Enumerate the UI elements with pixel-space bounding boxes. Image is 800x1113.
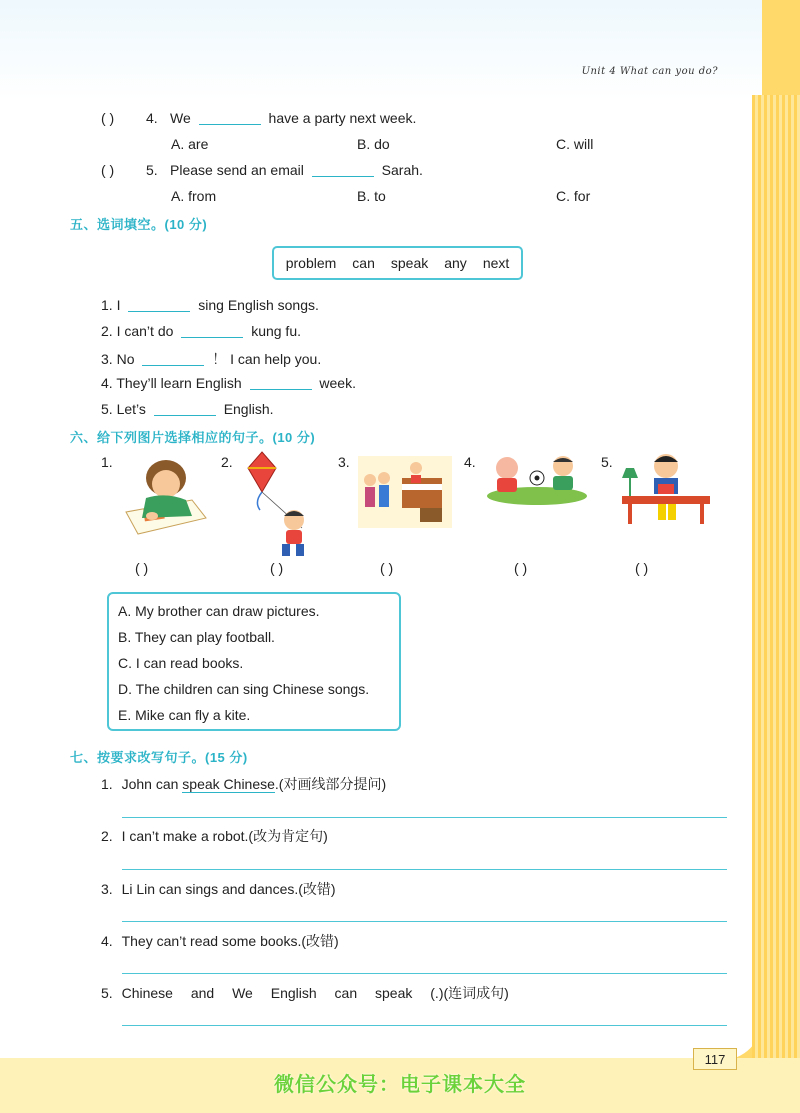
fill-item-post: ！ I can help you. [212,351,322,367]
fill-item-number: 3. [101,351,113,367]
picture-number: 3. [338,454,350,470]
mc4-option-b: B. do [357,136,390,152]
fill-item-5 [101,401,274,417]
rewrite-item-2 [101,826,328,846]
answer-line[interactable] [122,1025,727,1026]
mc5-option-c: C. for [556,188,591,204]
mc4-option-a: A. are [171,136,209,152]
answer-line[interactable] [122,921,727,922]
fill-blank[interactable] [142,352,204,366]
fill-item-pre: I can’t do [116,323,174,339]
rewrite-item-number: 1. [101,776,113,792]
picture-answer-bracket[interactable]: ( ) [135,560,149,576]
rewrite-item-number: 4. [101,933,113,949]
fill-item-post: sing English songs. [198,297,319,313]
sentence-option-a: A. My brother can draw pictures. [118,603,320,619]
rewrite-item-post: .(对画线部分提问) [274,776,387,792]
jumbled-word: and [190,985,215,1001]
answer-line[interactable] [122,973,727,974]
fill-item-number: 4. [101,375,113,391]
mc4-post: have a party next week. [268,110,417,126]
jumbled-word: English [270,985,317,1001]
picture-number: 2. [221,454,233,470]
mc5-question [170,162,423,178]
section7-title: 七、按要求改写句子。(15 分) [70,750,248,765]
mc4-number: 4. [146,110,158,126]
rewrite-underlined-part: speak Chinese [182,776,275,792]
boy-reading-book-icon [620,452,712,528]
fill-item-2 [101,323,301,339]
picture-answer-bracket[interactable]: ( ) [380,560,394,576]
fill-blank[interactable] [181,324,243,338]
mc5-number: 5. [146,162,158,178]
picture-answer-bracket[interactable]: ( ) [514,560,528,576]
mc5-blank[interactable] [312,163,374,177]
fill-item-post: English. [223,401,274,417]
answer-line[interactable] [122,817,727,818]
mc5-bracket: ( ) [101,162,115,178]
rewrite-item-text: Li Lin can sings and dances.(改错) [121,881,336,897]
fill-item-number: 5. [101,401,113,417]
sentence-option-b: B. They can play football. [118,629,275,645]
mc4-pre: We [170,110,191,126]
fill-item-3 [101,349,321,369]
sentence-option-c: C. I can read books. [118,655,244,671]
picture-answer-bracket[interactable]: ( ) [635,560,649,576]
jumbled-word: (.)(连词成句) [430,985,509,1001]
word-bank-box [272,246,523,280]
section5-title: 五、选词填空。(10 分) [70,217,208,232]
picture-number: 4. [464,454,476,470]
word-bank-word: speak [390,255,429,271]
mc5-pre: Please send an email [170,162,304,178]
word-bank-word: any [444,255,467,271]
rewrite-item-5 [101,983,509,1003]
fill-item-1 [101,297,319,313]
mc5-post: Sarah. [381,162,423,178]
jumbled-word: Chinese [121,985,173,1001]
page-number: 117 [693,1048,737,1070]
mc5-option-a: A. from [171,188,217,204]
children-singing-piano-icon [358,456,452,528]
fill-item-post: week. [319,375,356,391]
rewrite-item-pre: John can [121,776,183,792]
sentence-option-e: E. Mike can fly a kite. [118,707,251,723]
picture-answer-bracket[interactable]: ( ) [270,560,284,576]
page-stack-edge [752,95,800,1113]
picture-number: 5. [601,454,613,470]
mc4-option-c: C. will [556,136,594,152]
fill-blank[interactable] [128,298,190,312]
fill-blank[interactable] [154,402,216,416]
rewrite-item-4 [101,931,339,951]
fill-item-post: kung fu. [251,323,302,339]
rewrite-item-number: 2. [101,828,113,844]
boy-flying-kite-icon [240,450,320,558]
rewrite-item-number: 5. [101,985,113,1001]
page-top-tint [0,0,762,100]
mc4-blank[interactable] [199,111,261,125]
section6-title: 六、给下列图片选择相应的句子。(10 分) [70,430,316,445]
word-bank-word: problem [285,255,337,271]
rewrite-item-text: They can’t read some books.(改错) [121,933,339,949]
word-bank-word: can [352,255,375,271]
rewrite-item-1 [101,774,386,794]
sentence-option-d: D. The children can sing Chinese songs. [118,681,370,697]
fill-item-number: 2. [101,323,113,339]
boys-playing-football-icon [485,452,589,506]
mc5-option-b: B. to [357,188,386,204]
rewrite-item-3 [101,879,336,899]
fill-item-4 [101,375,356,391]
jumbled-word: We [232,985,253,1001]
fill-blank[interactable] [250,376,312,390]
rewrite-item-number: 3. [101,881,113,897]
fill-item-pre: Let’s [116,401,146,417]
answer-line[interactable] [122,869,727,870]
mc4-question [170,110,416,126]
fill-item-pre: No [116,351,135,367]
fill-item-number: 1. [101,297,113,313]
sentence-options-box [107,592,401,731]
rewrite-item-text: I can’t make a robot.(改为肯定句) [121,828,328,844]
jumbled-word: can [334,985,358,1001]
mc4-bracket: ( ) [101,110,115,126]
picture-number: 1. [101,454,113,470]
child-drawing-icon [122,452,208,536]
fill-item-pre: They’ll learn English [116,375,242,391]
word-bank-word: next [482,255,510,271]
jumbled-word: speak [375,985,413,1001]
footer-watermark: 微信公众号：电子课本大全 [274,1074,526,1096]
fill-item-pre: I [116,297,121,313]
unit-header: Unit 4 What can you do? [581,66,718,77]
